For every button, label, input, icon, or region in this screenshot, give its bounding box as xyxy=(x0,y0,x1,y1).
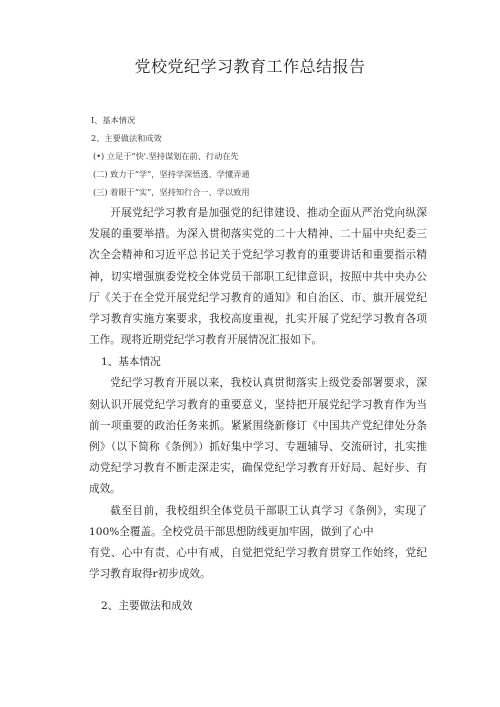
toc-item: (三) 着眼于“实”，坚持知行合一、学以致用 xyxy=(93,187,250,197)
toc-item: (•) 立足于“快'.坚持谋划在前、行动在先 xyxy=(93,151,239,161)
intro-paragraph: 开展党纪学习教育是加强党的纪律建设、推动全面从严治党向纵深发展的重要举措。为深入贯彻落实党的二十大精神、二十届中央纪委三次全会精神和习近平总书记关于党纪学习教育的重要讲话和重要指示精神，切实增强旗委党校全体党员干部职工纪律意识，按照中共中央办公厅《关于在全党开展党纪学习教育的通知》和自治区、市、旗开展党纪学习教育实施方案要求，我校高度重视，扎实开展了党纪学习教育各项工作。现将近期党纪学习教育开展情况汇报如下。 xyxy=(89,207,427,347)
body-paragraph: 党纪学习教育开展以来，我校认真贯彻落实上级党委部署要求，深刻认识开展党纪学习教育的重要意义，坚持把开展党纪学习教育作为当前一项重要的政治任务来抓。紧紧围绕新修订《中国共产党纪律处分条例》（以下简称《条例》）抓好集中学习、专题辅导、交流研讨，扎实推动党纪学习教育不断走深走实，确保党纪学习教育开好局、起好步、有成效。 xyxy=(89,377,427,496)
section-heading-practices: 2、主要做法和成效 xyxy=(101,600,193,613)
toc-item: I、基本情况 xyxy=(91,115,136,125)
body-paragraph: 截至目前，我校组织全体党员干部职工认真学习《条例》，实现了100%全覆盖。全校党员干部思想防线更加牢固，做到了心中 xyxy=(89,504,427,538)
spacer xyxy=(89,585,427,595)
document-title: 党校党纪学习教育工作总结报告 xyxy=(134,57,366,76)
body-paragraph: 有党、心中有责、心中有戒，自觉把党纪学习教育贯穿工作始终，党纪学习教育取得r初步成效。 xyxy=(89,547,427,581)
toc-item: (二) 致力于“学”，坚持学深悟透、学懂弄通 xyxy=(93,169,250,179)
document-body xyxy=(89,203,427,617)
section-heading-basic: 1、基本情况 xyxy=(101,356,161,369)
table-of-contents xyxy=(91,111,421,201)
toc-item: 2、主要做法和成效 xyxy=(91,133,162,143)
